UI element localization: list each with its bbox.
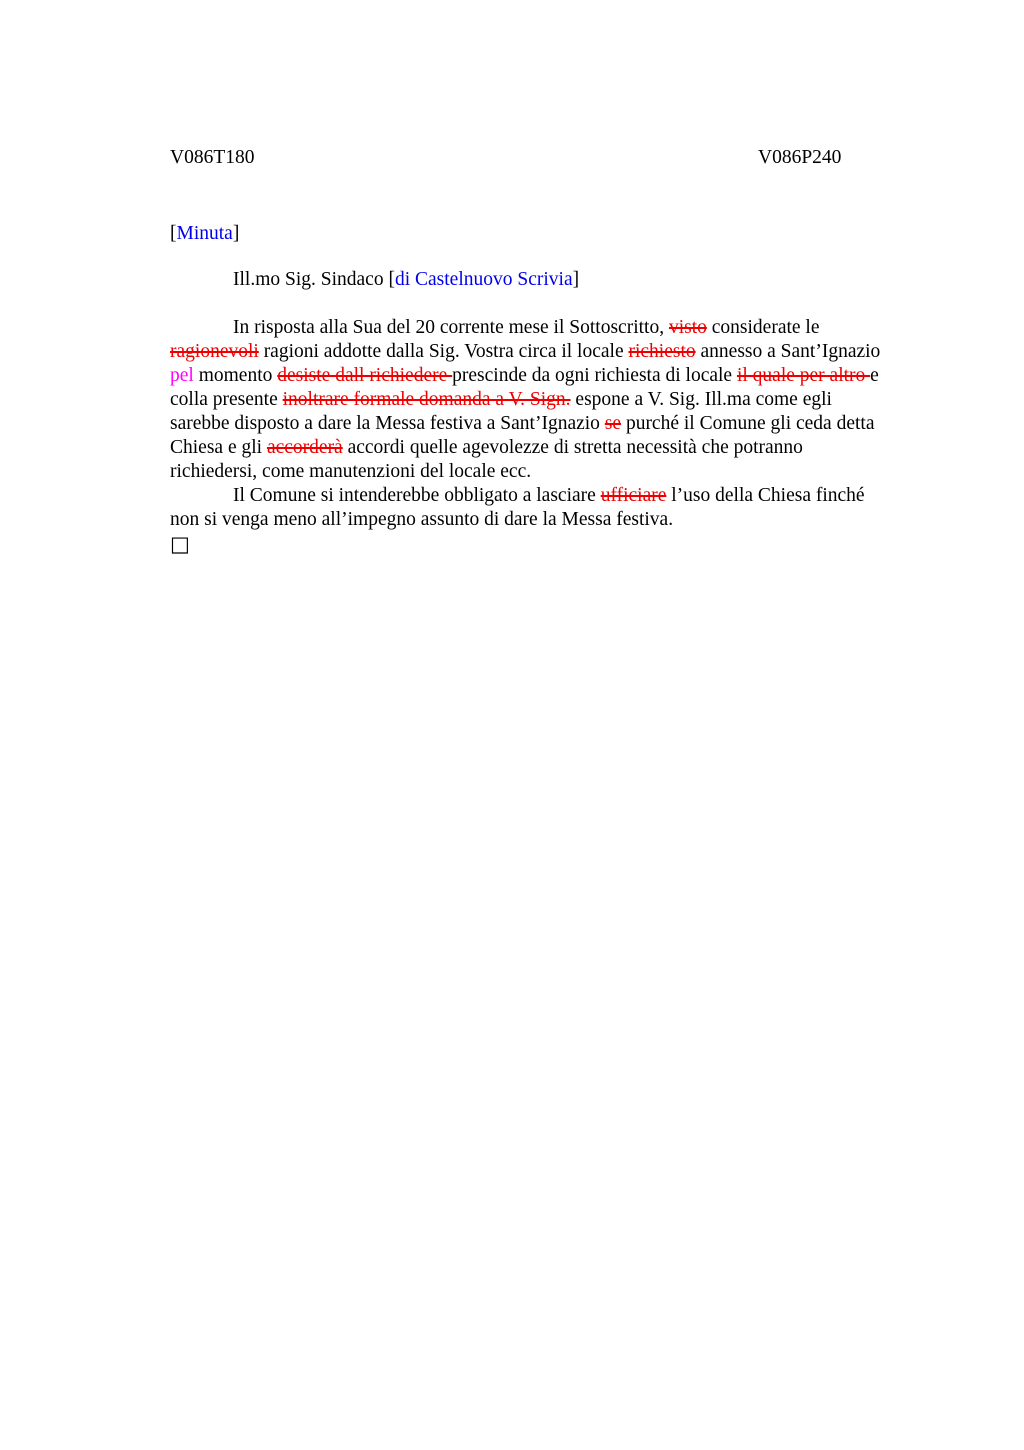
plain-text: richiedersi, come manutenzioni del locale ecc.: [170, 461, 532, 482]
text-line: [170, 436, 1000, 460]
plain-text: [: [170, 223, 177, 244]
plain-text: prescinde da ogni richiesta di locale: [452, 365, 737, 386]
plain-text: ]: [572, 269, 580, 290]
deleted-text: visto: [668, 317, 707, 338]
text-line: [170, 388, 1000, 412]
plain-text: colla presente: [170, 389, 283, 410]
variant-text: pel: [170, 365, 194, 386]
plain-text: l’uso della Chiesa finché: [666, 485, 865, 506]
end-marker-line: [170, 532, 1000, 558]
plain-text: momento: [193, 365, 278, 386]
document-code-left: V086T180: [170, 147, 255, 168]
plain-text: e: [870, 365, 879, 386]
text-line: [170, 460, 1000, 484]
text-line: [170, 340, 1000, 364]
plain-text: purché il Comune gli ceda detta: [621, 413, 875, 434]
paragraph: [170, 484, 1000, 532]
text-line: [170, 508, 1000, 532]
end-marker-icon: □: [170, 532, 190, 556]
header-row: [170, 146, 1000, 170]
plain-text: annesso a Sant’Ignazio: [695, 341, 881, 362]
editorial-text: di Castelnuovo Scrivia: [394, 269, 573, 290]
deleted-text: ragionevoli: [170, 341, 259, 362]
text-line: [170, 364, 1000, 388]
plain-text: ]: [232, 223, 240, 244]
deleted-text: il quale per altro: [736, 365, 871, 386]
text-line: [170, 412, 1000, 436]
plain-text: Il Comune si intenderebbe obbligato a lasciare: [233, 485, 601, 506]
plain-text: espone a V. Sig. Ill.ma come egli: [570, 389, 832, 410]
deleted-text: se: [604, 413, 622, 434]
deleted-text: ufficiare: [600, 485, 667, 506]
deleted-text: richiesto: [628, 341, 696, 362]
plain-text: Ill.mo Sig. Sindaco [: [233, 269, 395, 290]
document-code-right: V086P240: [758, 147, 842, 168]
document-content: [170, 146, 1000, 558]
plain-text: ragioni addotte dalla Sig. Vostra circa il locale: [258, 341, 629, 362]
minuta-line: [170, 222, 1000, 246]
editorial-text: Minuta: [176, 223, 233, 244]
document-body: [170, 316, 1000, 532]
salutation-line: [170, 268, 1000, 292]
plain-text: accordi quelle agevolezze di stretta necessità che potranno: [342, 437, 803, 458]
deleted-text: accorderà: [266, 437, 343, 458]
text-line: [170, 316, 1000, 340]
deleted-text: inoltrare formale domanda a V. Sign.: [282, 389, 571, 410]
plain-text: non si venga meno all’impegno assunto di dare la Messa festiva.: [170, 509, 674, 530]
deleted-text: desiste dall richiedere: [277, 365, 453, 386]
plain-text: In risposta alla Sua del 20 corrente mese il Sottoscritto,: [233, 317, 669, 338]
plain-text: Chiesa e gli: [170, 437, 267, 458]
plain-text: sarebbe disposto a dare la Messa festiva a Sant’Ignazio: [170, 413, 605, 434]
plain-text: considerate le: [706, 317, 820, 338]
paragraph: [170, 316, 1000, 484]
text-line: [170, 484, 1000, 508]
